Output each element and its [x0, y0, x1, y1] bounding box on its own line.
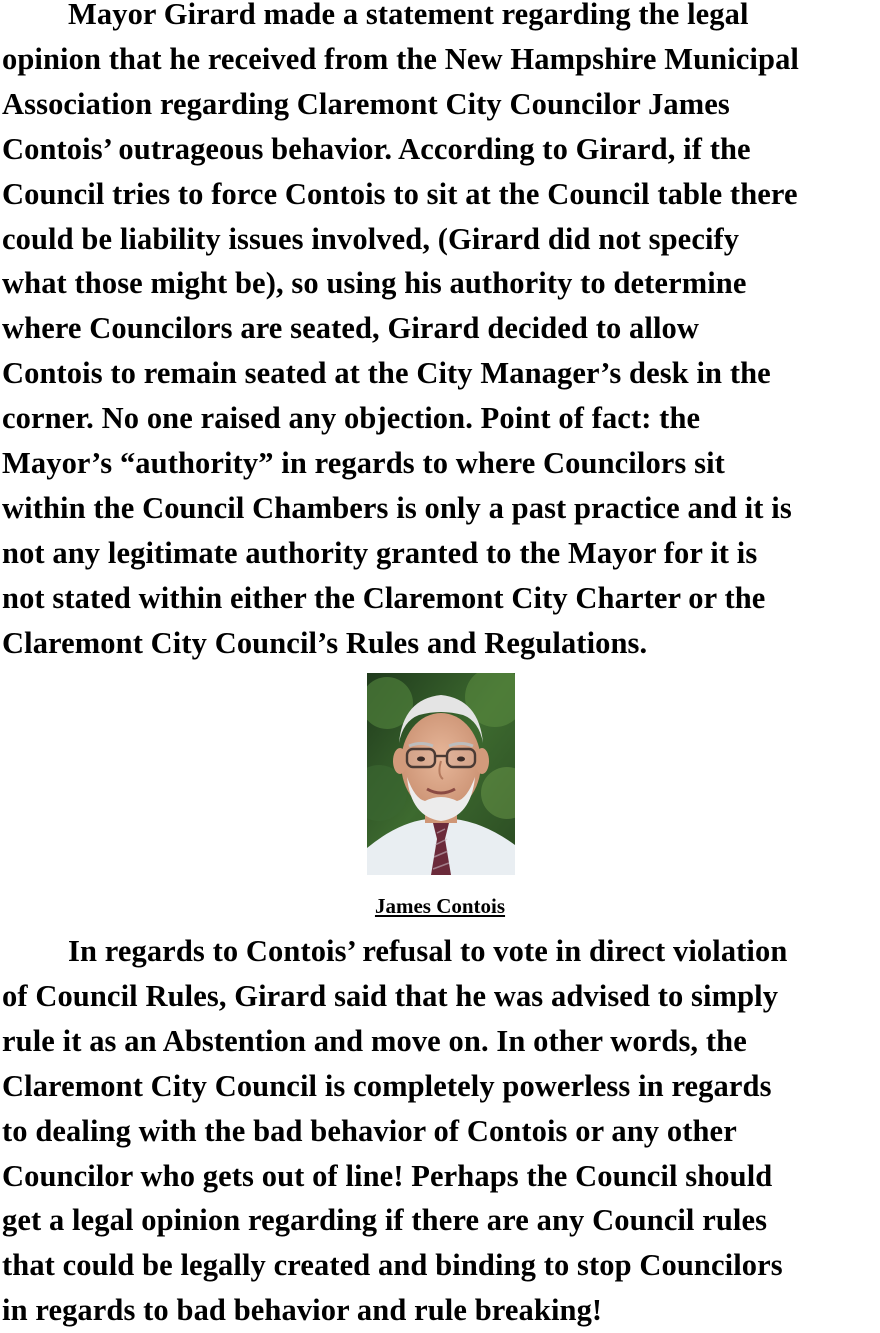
paragraph-line: to dealing with the bad behavior of Contois or any other: [2, 1113, 737, 1148]
paragraph-line: Councilor who gets out of line! Perhaps the Council should: [2, 1158, 773, 1193]
paragraph-line: of Council Rules, Girard said that he was advised to simply: [2, 978, 779, 1013]
paragraph-line: Claremont City Council is completely powerless in regards: [2, 1068, 772, 1103]
paragraph-line: get a legal opinion regarding if there are any Council rules: [2, 1203, 768, 1238]
paragraph-line: in regards to bad behavior and rule breaking!: [2, 1293, 603, 1328]
paragraph-line: could be liability issues involved, (Girard did not specify: [2, 221, 740, 256]
paragraph-line: what those might be), so using his authority to determine: [2, 266, 747, 301]
paragraph-line: opinion that he received from the New Hampshire Municipal: [2, 41, 799, 76]
paragraph-mayor-statement: [2, 0, 880, 666]
paragraph-line: corner. No one raised any objection. Point of fact: the: [2, 401, 701, 436]
paragraph-line: Association regarding Claremont City Councilor James: [2, 86, 730, 121]
photo-caption: James Contois: [374, 894, 506, 918]
paragraph-vote-refusal: [2, 929, 880, 1333]
portrait-photo: [367, 673, 515, 875]
paragraph-line: Claremont City Council’s Rules and Regulations.: [2, 625, 648, 660]
paragraph-line: where Councilors are seated, Girard decided to allow: [2, 311, 700, 346]
paragraph-line: Mayor’s “authority” in regards to where Councilors sit: [2, 446, 725, 481]
paragraph-line: not any legitimate authority granted to the Mayor for it is: [2, 535, 758, 570]
paragraph-line: In regards to Contois’ refusal to vote in direct violation: [68, 934, 788, 968]
paragraph-line: that could be legally created and binding to stop Councilors: [2, 1248, 783, 1283]
paragraph-line: within the Council Chambers is only a past practice and it is: [2, 490, 792, 525]
paragraph-line: not stated within either the Claremont City Charter or the: [2, 580, 766, 615]
paragraph-line: Contois to remain seated at the City Manager’s desk in the: [2, 356, 771, 391]
paragraph-line: Mayor Girard made a statement regarding the legal: [68, 0, 749, 31]
paragraph-line: Council tries to force Contois to sit at the Council table there: [2, 176, 798, 211]
paragraph-line: rule it as an Abstention and move on. In other words, the: [2, 1023, 747, 1058]
paragraph-line: Contois’ outrageous behavior. According to Girard, if the: [2, 131, 751, 166]
